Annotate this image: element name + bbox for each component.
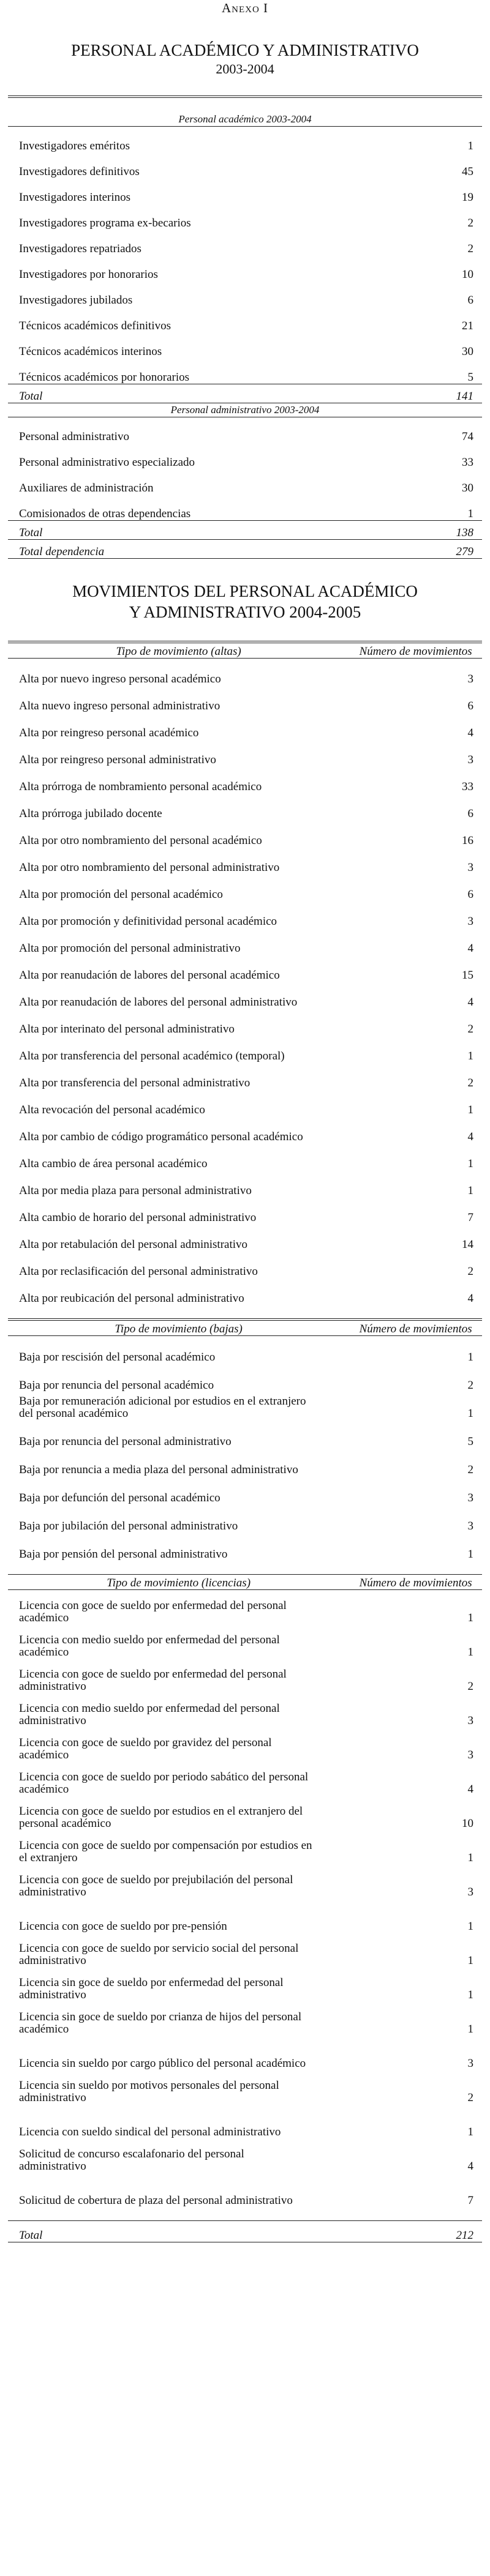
total-value: 141	[278, 384, 482, 403]
movement-count: 2	[467, 1022, 473, 1036]
table-row	[8, 1476, 482, 1504]
row-label: Investigadores repatriados	[19, 242, 141, 255]
bajas-type-header: Tipo de movimiento (bajas)	[8, 1321, 349, 1336]
table-row	[8, 1864, 482, 1898]
licencias-table	[8, 1575, 482, 2207]
movement-count: 1	[467, 1954, 473, 1967]
row-label: Investigadores por honorarios	[19, 268, 158, 281]
table-row	[8, 1420, 482, 1448]
movement-count: 1	[467, 2022, 473, 2036]
movement-count: 2	[467, 1463, 473, 1476]
movement-type: Licencia sin goce de sueldo por crianza de hijos del personal académico	[19, 2010, 302, 2036]
movement-type: Baja por jubilación del personal administrativo	[19, 1520, 238, 1533]
movement-count: 3	[467, 1748, 473, 1761]
movement-count: 4	[467, 1130, 473, 1143]
table-row	[8, 1143, 482, 1170]
table-row	[8, 1251, 482, 1278]
movement-count: 2	[467, 2091, 473, 2104]
movement-type: Alta cambio de horario del personal administrativo	[19, 1211, 257, 1224]
row-value: 2	[467, 242, 473, 255]
row-label: Técnicos académicos por honorarios	[19, 371, 190, 384]
movement-count: 1	[467, 1157, 473, 1170]
table-row	[8, 901, 482, 928]
table-row	[8, 1062, 482, 1089]
table-row	[8, 1116, 482, 1143]
movement-type: Solicitud de cobertura de plaza del personal administrativo	[19, 2193, 293, 2207]
row-label: Comisionados de otras dependencias	[19, 507, 191, 520]
row-label: Técnicos académicos definitivos	[19, 319, 171, 332]
administrative-table-header: Personal administrativo 2003-2004	[8, 403, 482, 417]
table-row	[8, 443, 482, 469]
movement-count: 5	[467, 1435, 473, 1448]
total-label: Total	[8, 521, 381, 540]
row-value: 74	[462, 430, 473, 443]
academic-staff-table	[8, 127, 482, 384]
movements-title	[8, 581, 482, 622]
table-row	[8, 712, 482, 739]
table-row	[8, 1533, 482, 1561]
table-row	[8, 469, 482, 495]
movement-type: Licencia con goce de sueldo por enfermedad del personal administrativo	[19, 1667, 287, 1693]
row-value: 19	[462, 191, 473, 204]
row-value: 45	[462, 165, 473, 178]
movements-title-line2: Y ADMINISTRATIVO 2004-2005	[129, 603, 361, 621]
movement-count: 4	[467, 1291, 473, 1305]
movement-count: 1	[467, 2125, 473, 2138]
row-value: 2	[467, 217, 473, 230]
table-row	[8, 204, 482, 230]
row-label: Personal administrativo especializado	[19, 456, 195, 469]
table-row	[8, 1967, 482, 2001]
movement-type: Licencia con goce de sueldo por gravidez del personal académico	[19, 1736, 272, 1761]
movement-count: 1	[467, 1548, 473, 1561]
table-row	[8, 1659, 482, 1693]
table-row	[8, 1278, 482, 1305]
section-divider	[8, 558, 482, 559]
dependency-total-label: Total dependencia	[8, 540, 381, 559]
movement-type: Alta prórroga jubilado docente	[19, 807, 162, 820]
movement-type: Baja por rescisión del personal académico	[19, 1351, 216, 1364]
movement-type: Alta prórroga de nombramiento personal académico	[19, 780, 262, 793]
movement-count: 14	[462, 1238, 473, 1251]
movement-count: 1	[467, 1851, 473, 1864]
table-row	[8, 1590, 482, 1624]
movement-type: Licencia con sueldo sindical del personal administrativo	[19, 2125, 281, 2138]
total-value: 138	[381, 521, 482, 540]
table-row	[8, 2138, 482, 2173]
movement-count: 4	[467, 1782, 473, 1796]
licencias-count-header: Número de movimientos	[349, 1575, 482, 1590]
table-row	[8, 820, 482, 847]
movement-count: 6	[467, 807, 473, 820]
movement-type: Baja por renuncia del personal académico	[19, 1379, 214, 1392]
movement-count: 4	[467, 941, 473, 955]
table-row	[8, 2036, 482, 2070]
table-row	[8, 982, 482, 1009]
movement-type: Alta por otro nombramiento del personal administrativo	[19, 861, 280, 874]
movement-type: Alta por cambio de código programático personal académico	[19, 1130, 303, 1143]
movement-type: Alta por otro nombramiento del personal académico	[19, 834, 262, 847]
row-value: 21	[462, 319, 473, 332]
movement-type: Alta por reanudación de labores del personal administrativo	[19, 995, 298, 1009]
movement-type: Alta por interinato del personal administrativo	[19, 1022, 235, 1036]
bajas-count-header: Número de movimientos	[349, 1321, 482, 1336]
table-row	[8, 928, 482, 955]
table-row	[8, 1170, 482, 1197]
table-row	[8, 1796, 482, 1830]
movement-count: 3	[467, 1491, 473, 1504]
movement-type: Alta nuevo ingreso personal administrativo	[19, 699, 221, 712]
movements-title-line1: MOVIMIENTOS DEL PERSONAL ACADÉMICO	[72, 582, 418, 600]
table-row	[8, 152, 482, 178]
movement-count: 3	[467, 1885, 473, 1898]
movement-count: 4	[467, 995, 473, 1009]
movement-type: Alta por promoción del personal administrativo	[19, 941, 241, 955]
movement-count: 3	[467, 1714, 473, 1727]
movement-count: 3	[467, 1520, 473, 1533]
movement-type: Alta por promoción del personal académico	[19, 887, 223, 901]
table-row	[8, 1898, 482, 1933]
table-row	[8, 1448, 482, 1476]
table-row	[8, 417, 482, 443]
movement-type: Licencia con goce de sueldo por periodo sabático del personal académico	[19, 1770, 309, 1796]
movement-type: Baja por renuncia a media plaza del personal administrativo	[19, 1463, 298, 1476]
movement-type: Licencia con medio sueldo por enfermedad del personal administrativo	[19, 1701, 280, 1727]
movement-type: Baja por pensión del personal administrativo	[19, 1548, 228, 1561]
movement-type: Baja por renuncia del personal administrativo	[19, 1435, 232, 1448]
table-row	[8, 1224, 482, 1251]
movement-type: Baja por defunción del personal académico	[19, 1491, 221, 1504]
movement-type: Alta por reubicación del personal administrativo	[19, 1291, 244, 1305]
movement-type: Licencia con goce de sueldo por prejubilación del personal administrativo	[19, 1873, 293, 1898]
row-value: 1	[467, 507, 473, 520]
table-row	[8, 685, 482, 712]
movement-count: 3	[467, 914, 473, 928]
movement-count: 1	[467, 1611, 473, 1624]
movement-count: 7	[467, 2193, 473, 2207]
movement-count: 10	[462, 1816, 473, 1830]
movement-type: Solicitud de concurso escalafonario del personal administrativo	[19, 2147, 244, 2173]
table-row	[8, 127, 482, 152]
movement-count: 1	[467, 1103, 473, 1116]
row-value: 1	[467, 140, 473, 152]
movement-type: Licencia con goce de sueldo por pre-pensión	[19, 1919, 227, 1933]
movement-type: Licencia con goce de sueldo por servicio social del personal administrativo	[19, 1941, 299, 1967]
table-row	[8, 1624, 482, 1659]
dependency-total-value: 279	[381, 540, 482, 559]
movement-type: Alta por reingreso personal administrativo	[19, 753, 216, 766]
table-row	[8, 1089, 482, 1116]
annex-heading: Anexo I	[221, 1, 269, 15]
table-row	[8, 2001, 482, 2036]
movement-count: 1	[467, 1351, 473, 1364]
table-row	[8, 847, 482, 874]
table-row	[8, 1727, 482, 1761]
row-label: Personal administrativo	[19, 430, 129, 443]
page-title: PERSONAL ACADÉMICO Y ADMINISTRATIVO	[71, 41, 419, 59]
administrative-total-row	[8, 520, 482, 558]
academic-total-row	[8, 384, 482, 403]
table-row	[8, 1036, 482, 1062]
table-row	[8, 1392, 482, 1420]
movement-type: Licencia con goce de sueldo por compensación por estudios en el extranjero	[19, 1839, 312, 1864]
total-label: Total	[8, 384, 278, 403]
table-row	[8, 281, 482, 307]
row-value: 33	[462, 456, 473, 469]
table-row	[8, 1009, 482, 1036]
movement-count: 6	[467, 699, 473, 712]
table-row	[8, 1933, 482, 1967]
movement-count: 6	[467, 887, 473, 901]
table-row	[8, 358, 482, 384]
table-row	[8, 255, 482, 281]
row-value: 10	[462, 268, 473, 281]
movement-type: Baja por remuneración adicional por estudios en el extranjero del personal académico	[19, 1395, 306, 1420]
movement-count: 1	[467, 1988, 473, 2001]
movement-count: 4	[467, 726, 473, 739]
page-subtitle: 2003-2004	[216, 61, 274, 77]
movement-count: 3	[467, 861, 473, 874]
movement-count: 2	[467, 1076, 473, 1089]
movement-count: 4	[467, 2159, 473, 2173]
altas-type-header: Tipo de movimiento (altas)	[8, 643, 349, 659]
table-row	[8, 230, 482, 255]
row-value: 6	[467, 294, 473, 307]
row-label: Auxiliares de administración	[19, 482, 154, 495]
row-label: Investigadores eméritos	[19, 140, 130, 152]
movement-count: 1	[467, 1919, 473, 1933]
row-label: Investigadores interinos	[19, 191, 131, 204]
movement-count: 7	[467, 1211, 473, 1224]
table-row	[8, 495, 482, 520]
table-row	[8, 1761, 482, 1796]
altas-count-header: Número de movimientos	[349, 643, 482, 659]
administrative-staff-table	[8, 417, 482, 520]
table-row	[8, 2173, 482, 2207]
movements-total-row	[8, 2220, 482, 2242]
movement-count: 2	[467, 1379, 473, 1392]
row-label: Investigadores programa ex-becarios	[19, 217, 191, 230]
movement-type: Alta por retabulación del personal administrativo	[19, 1238, 248, 1251]
row-label: Técnicos académicos interinos	[19, 345, 162, 358]
table-row	[8, 307, 482, 332]
movement-type: Alta por transferencia del personal académico (temporal)	[19, 1049, 285, 1062]
table-row	[8, 178, 482, 204]
licencias-type-header: Tipo de movimiento (licencias)	[8, 1575, 349, 1590]
academic-table-header: Personal académico 2003-2004	[8, 113, 482, 127]
movement-type: Alta por reingreso personal académico	[19, 726, 199, 739]
table-row	[8, 1197, 482, 1224]
table-row	[8, 1504, 482, 1533]
table-row	[8, 874, 482, 901]
movement-type: Licencia sin sueldo por cargo público del personal académico	[19, 2056, 306, 2070]
movement-count: 3	[467, 2056, 473, 2070]
table-row	[8, 1693, 482, 1727]
movement-type: Alta revocación del personal académico	[19, 1103, 205, 1116]
row-value: 30	[462, 345, 473, 358]
movement-type: Alta por nuevo ingreso personal académico	[19, 672, 221, 685]
movement-type: Licencia con medio sueldo por enfermedad del personal académico	[19, 1633, 280, 1659]
table-row	[8, 955, 482, 982]
total-label: Total	[8, 2220, 278, 2242]
movement-count: 1	[467, 1184, 473, 1197]
movement-type: Licencia con goce de sueldo por enfermedad del personal académico	[19, 1599, 287, 1624]
table-row	[8, 1335, 482, 1364]
table-row	[8, 332, 482, 358]
row-label: Investigadores definitivos	[19, 165, 140, 178]
table-row	[8, 659, 482, 685]
movement-type: Alta por reanudación de labores del personal académico	[19, 968, 280, 982]
table-row	[8, 2070, 482, 2104]
movement-type: Alta cambio de área personal académico	[19, 1157, 208, 1170]
altas-table	[8, 643, 482, 1305]
bajas-table	[8, 1321, 482, 1561]
total-value: 212	[278, 2220, 482, 2242]
table-row	[8, 1364, 482, 1392]
movement-count: 3	[467, 753, 473, 766]
movement-type: Licencia sin sueldo por motivos personales del personal administrativo	[19, 2078, 279, 2104]
movement-type: Alta por promoción y definitividad personal académico	[19, 914, 277, 928]
table-row	[8, 2104, 482, 2138]
movement-type: Alta por transferencia del personal administrativo	[19, 1076, 251, 1089]
row-label: Investigadores jubilados	[19, 294, 133, 307]
movement-count: 16	[462, 834, 473, 847]
movement-type: Licencia con goce de sueldo por estudios en el extranjero del personal académico	[19, 1804, 303, 1830]
movement-count: 2	[467, 1264, 473, 1278]
table-row	[8, 793, 482, 820]
movement-count: 15	[462, 968, 473, 982]
row-value: 30	[462, 482, 473, 495]
movement-count: 1	[467, 1407, 473, 1420]
table-row	[8, 739, 482, 766]
movement-count: 1	[467, 1645, 473, 1659]
movement-type: Alta por media plaza para personal administrativo	[19, 1184, 252, 1197]
movement-count: 2	[467, 1679, 473, 1693]
movement-type: Alta por reclasificación del personal administrativo	[19, 1264, 258, 1278]
movement-count: 3	[467, 672, 473, 685]
movement-count: 33	[462, 780, 473, 793]
movement-type: Licencia sin goce de sueldo por enfermedad del personal administrativo	[19, 1976, 284, 2001]
table-row	[8, 766, 482, 793]
row-value: 5	[467, 371, 473, 384]
movement-count: 1	[467, 1049, 473, 1062]
table-row	[8, 1830, 482, 1864]
